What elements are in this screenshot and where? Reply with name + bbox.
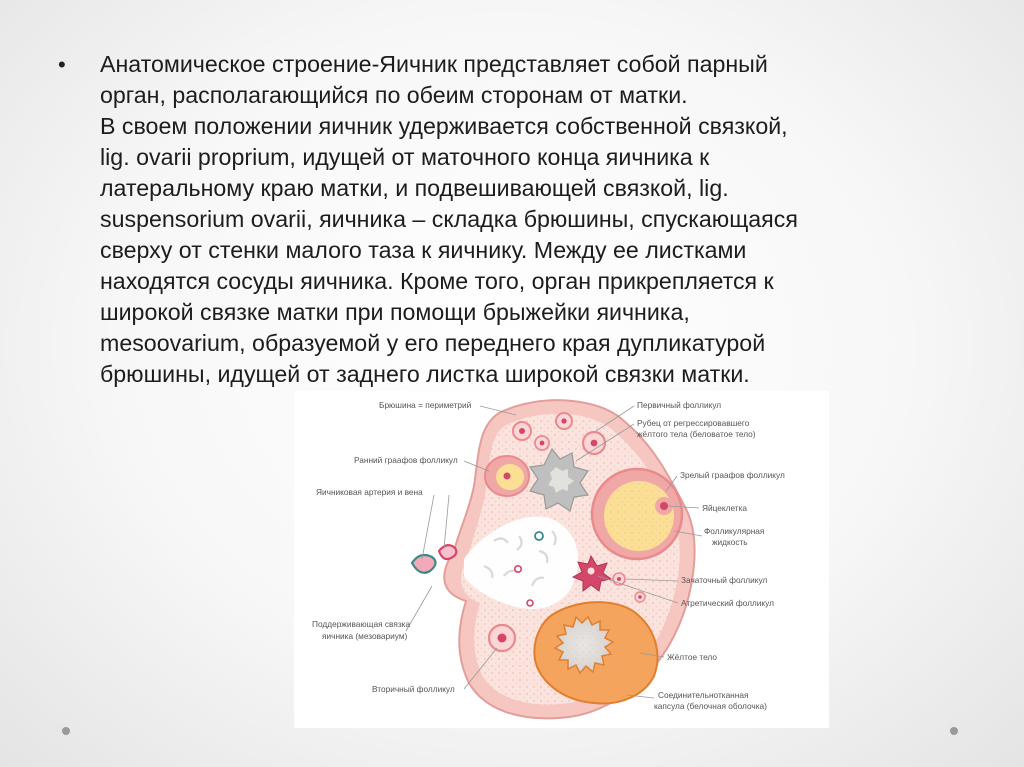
text-line: брюшины, идущей от заднего листка широкой связки матки. (100, 361, 750, 387)
label-follicular-fluid-1: Фолликулярная (704, 526, 765, 536)
label-primary-follicle: Первичный фолликул (637, 400, 722, 410)
label-follicular-fluid-2: жидкость (712, 537, 748, 547)
text-line: широкой связке матки при помощи брыжейки яичника, (100, 299, 690, 325)
text-line: suspensorium ovarii, яичника – складка брюшины, спускающаяся (100, 206, 798, 232)
ovary-diagram-svg (294, 391, 829, 728)
mature-graafian-follicle (592, 469, 682, 559)
text-line: сверху от стенки малого таза к яичнику. Между ее листками (100, 237, 747, 263)
label-scar-2: жёлтого тела (беловатое тело) (637, 429, 756, 439)
bullet-marker: • (58, 52, 66, 77)
ovarian-artery (439, 545, 456, 559)
label-capsule-2: капсула (белочная оболочка) (654, 701, 767, 711)
label-supporting-ligament: Поддерживающая связка (312, 619, 411, 629)
label-primordial-follicle: Зачаточный фолликул (681, 575, 768, 585)
label-ovarian-artery-vein: Яичниковая артерия и вена (316, 487, 423, 497)
label-atretic-follicle: Атретический фолликул (681, 598, 774, 608)
label-supporting-ligament-2: яичника (мезовариум) (322, 631, 408, 641)
early-graafian-follicle (485, 456, 529, 496)
ovary-diagram (294, 391, 829, 728)
label-capsule-1: Соединительнотканная (658, 690, 749, 700)
label-early-graafian: Ранний граафов фолликул (354, 455, 458, 465)
text-line: орган, располагающийся по обеим сторонам от матки. (100, 82, 688, 108)
slide-nav-dot-right (950, 727, 958, 735)
corpus-luteum (534, 602, 657, 703)
label-oocyte: Яйцеклетка (702, 503, 748, 513)
label-peritoneum: Брюшина = периметрий (379, 400, 472, 410)
atretic-follicle-core (588, 568, 595, 575)
text-line: В своем положении яичник удерживается собственной связкой, (100, 113, 788, 139)
text-line: латеральному краю матки, и подвешивающей связкой, lig. (100, 175, 729, 201)
secondary-follicle (489, 625, 515, 651)
text-line: lig. ovarii proprium, идущей от маточного конца яичника к (100, 144, 710, 170)
label-corpus-luteum: Жёлтое тело (667, 652, 717, 662)
text-line: mesoovarium, образуемой у его переднего края дупликатурой (100, 330, 766, 356)
text-line: Анатомическое строение-Яичник представляет собой парный (100, 51, 768, 77)
label-secondary-follicle: Вторичный фолликул (372, 684, 455, 694)
bullet-paragraph (100, 49, 950, 390)
text-line: находятся сосуды яичника. Кроме того, орган прикрепляется к (100, 268, 774, 294)
label-scar-1: Рубец от регрессировавшего (637, 418, 750, 428)
slide-nav-dot-left (62, 727, 70, 735)
label-mature-graafian: Зрелый граафов фолликул (680, 470, 785, 480)
ovarian-vein (412, 555, 436, 573)
